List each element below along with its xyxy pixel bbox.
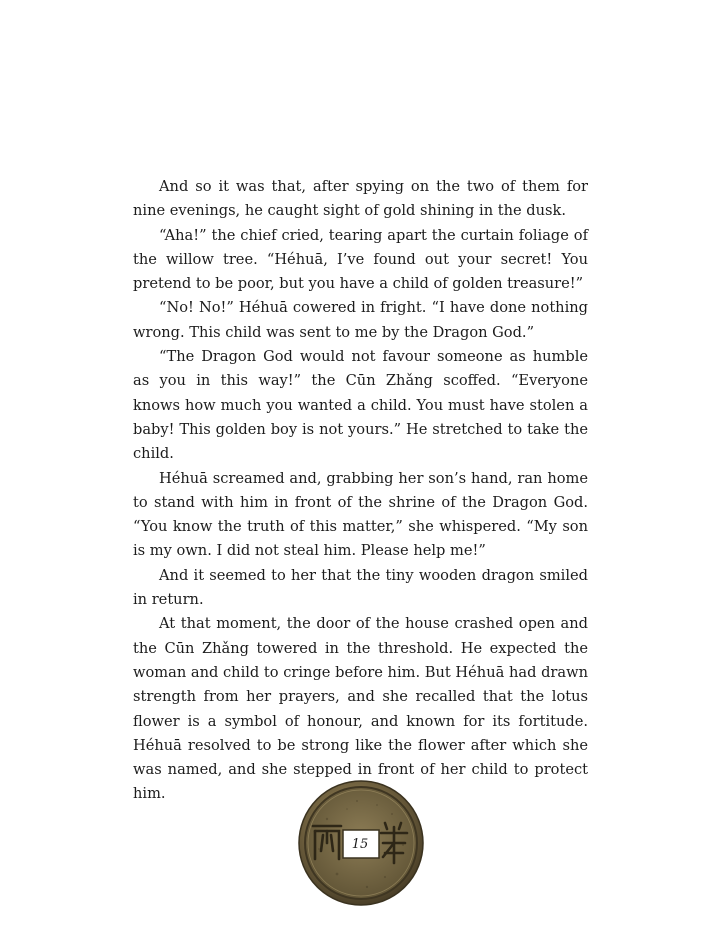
paragraph-1: And so it was that, after spying on the two of them for nine evenings, he caught sight of gold shining in the dusk.: [133, 178, 588, 220]
paragraph-4: “The Dragon God would not favour someone as humble as you in this way!” the Cūn Zhǎng scoffed. “Everyone knows how much you wanted a child. You must have stolen a baby! This golden boy is not yours.” He stretched to take the child.: [133, 348, 588, 463]
page-number: 15: [351, 836, 369, 852]
paragraph-7: At that moment, the door of the house crashed open and the Cūn Zhǎng towered in the threshold. He expected the woman and child to cringe before him. But Héhuā had drawn strength from her prayers, and she recalled that the lotus flower is a symbol of honour, and known for its fortitude. Héhuā resolved to be strong like the flower after which she was named, and she stepped in front of her child to protect him.: [133, 615, 588, 803]
paragraph-3: “No! No!” Héhuā cowered in fright. “I have done nothing wrong. This child was sent to me by the Dragon God.”: [133, 299, 588, 341]
paragraph-6: And it seemed to her that the tiny wooden dragon smiled in return.: [133, 566, 588, 609]
story-text: [133, 175, 588, 807]
paragraph-2: “Aha!” the chief cried, tearing apart the curtain foliage of the willow tree. “Héhuā, I’ve found out your secret! You pretend to be poor, but you have a child of golden treasure!”: [133, 226, 588, 293]
paragraph-5: Héhuā screamed and, grabbing her son’s hand, ran home to stand with him in front of the shrine of the Dragon God. “You know the truth of this matter,” she whispered. “My son is my own. I did not steal him. Please help me!”: [133, 469, 588, 560]
